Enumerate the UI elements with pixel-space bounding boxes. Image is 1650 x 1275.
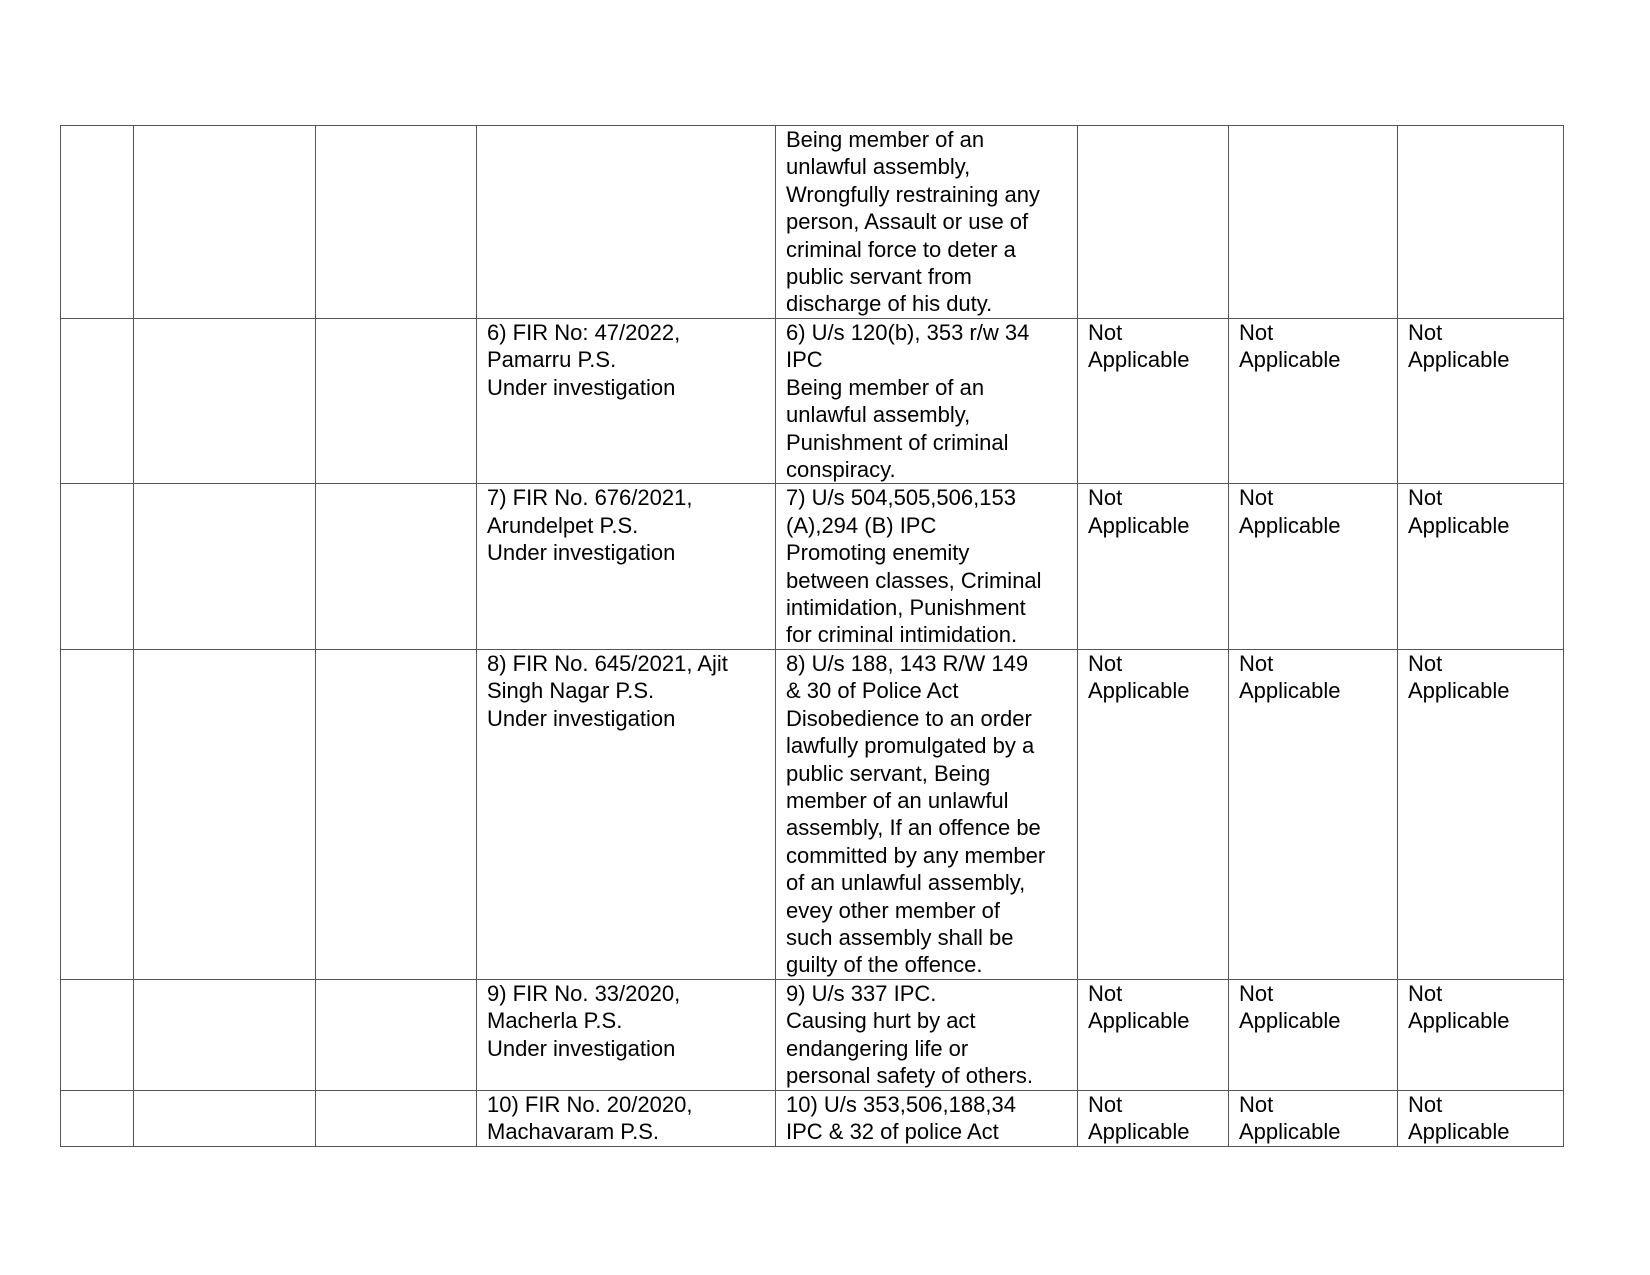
- status-cell: Not Applicable: [1398, 1090, 1564, 1146]
- sections-cell: 9) U/s 337 IPC. Causing hurt by act endangering life or personal safety of others.: [776, 979, 1078, 1090]
- status-cell: Not Applicable: [1078, 484, 1229, 649]
- table-row: [61, 1090, 1564, 1146]
- blank-cell: [316, 979, 477, 1090]
- sections-cell: 10) U/s 353,506,188,34 IPC & 32 of police Act: [776, 1090, 1078, 1146]
- serial-cell: [61, 319, 134, 484]
- status-cell: Not Applicable: [1398, 484, 1564, 649]
- fir-cell: 7) FIR No. 676/2021, Arundelpet P.S. Under investigation: [477, 484, 776, 649]
- table-row: [61, 649, 1564, 979]
- blank-cell: [316, 649, 477, 979]
- sections-cell: 8) U/s 188, 143 R/W 149 & 30 of Police Act Disobedience to an order lawfully promulgated by a public servant, Being member of an unlawful assembly, If an offence be committed by any member of an unlawful assembly, evey other member of such assembly shall be guilty of the offence.: [776, 649, 1078, 979]
- serial-cell: [61, 126, 134, 319]
- blank-cell: [134, 484, 316, 649]
- table-row: [61, 126, 1564, 319]
- sections-cell: 7) U/s 504,505,506,153 (A),294 (B) IPC Promoting enemity between classes, Criminal intimidation, Punishment for criminal intimidation.: [776, 484, 1078, 649]
- blank-cell: [134, 126, 316, 319]
- fir-cell: [477, 126, 776, 319]
- sections-cell: 6) U/s 120(b), 353 r/w 34 IPC Being member of an unlawful assembly, Punishment of criminal conspiracy.: [776, 319, 1078, 484]
- fir-cell: 6) FIR No: 47/2022, Pamarru P.S. Under investigation: [477, 319, 776, 484]
- status-cell: Not Applicable: [1078, 979, 1229, 1090]
- blank-cell: [316, 319, 477, 484]
- status-cell: Not Applicable: [1078, 319, 1229, 484]
- sections-cell: Being member of an unlawful assembly, Wrongfully restraining any person, Assault or use of criminal force to deter a public servant from discharge of his duty.: [776, 126, 1078, 319]
- status-cell: Not Applicable: [1078, 649, 1229, 979]
- blank-cell: [316, 1090, 477, 1146]
- status-cell: Not Applicable: [1229, 1090, 1398, 1146]
- status-cell: [1078, 126, 1229, 319]
- status-cell: Not Applicable: [1229, 319, 1398, 484]
- blank-cell: [134, 649, 316, 979]
- status-cell: [1398, 126, 1564, 319]
- fir-cell: 10) FIR No. 20/2020, Machavaram P.S.: [477, 1090, 776, 1146]
- status-cell: [1229, 126, 1398, 319]
- table-row: [61, 484, 1564, 649]
- status-cell: Not Applicable: [1398, 979, 1564, 1090]
- serial-cell: [61, 1090, 134, 1146]
- table-row: [61, 979, 1564, 1090]
- blank-cell: [134, 1090, 316, 1146]
- blank-cell: [134, 979, 316, 1090]
- blank-cell: [316, 484, 477, 649]
- fir-cell: 9) FIR No. 33/2020, Macherla P.S. Under investigation: [477, 979, 776, 1090]
- status-cell: Not Applicable: [1398, 319, 1564, 484]
- blank-cell: [316, 126, 477, 319]
- status-cell: Not Applicable: [1078, 1090, 1229, 1146]
- status-cell: Not Applicable: [1229, 649, 1398, 979]
- fir-cell: 8) FIR No. 645/2021, Ajit Singh Nagar P.S. Under investigation: [477, 649, 776, 979]
- case-details-table: [60, 125, 1564, 1147]
- serial-cell: [61, 979, 134, 1090]
- status-cell: Not Applicable: [1229, 484, 1398, 649]
- status-cell: Not Applicable: [1229, 979, 1398, 1090]
- serial-cell: [61, 484, 134, 649]
- serial-cell: [61, 649, 134, 979]
- blank-cell: [134, 319, 316, 484]
- table-row: [61, 319, 1564, 484]
- status-cell: Not Applicable: [1398, 649, 1564, 979]
